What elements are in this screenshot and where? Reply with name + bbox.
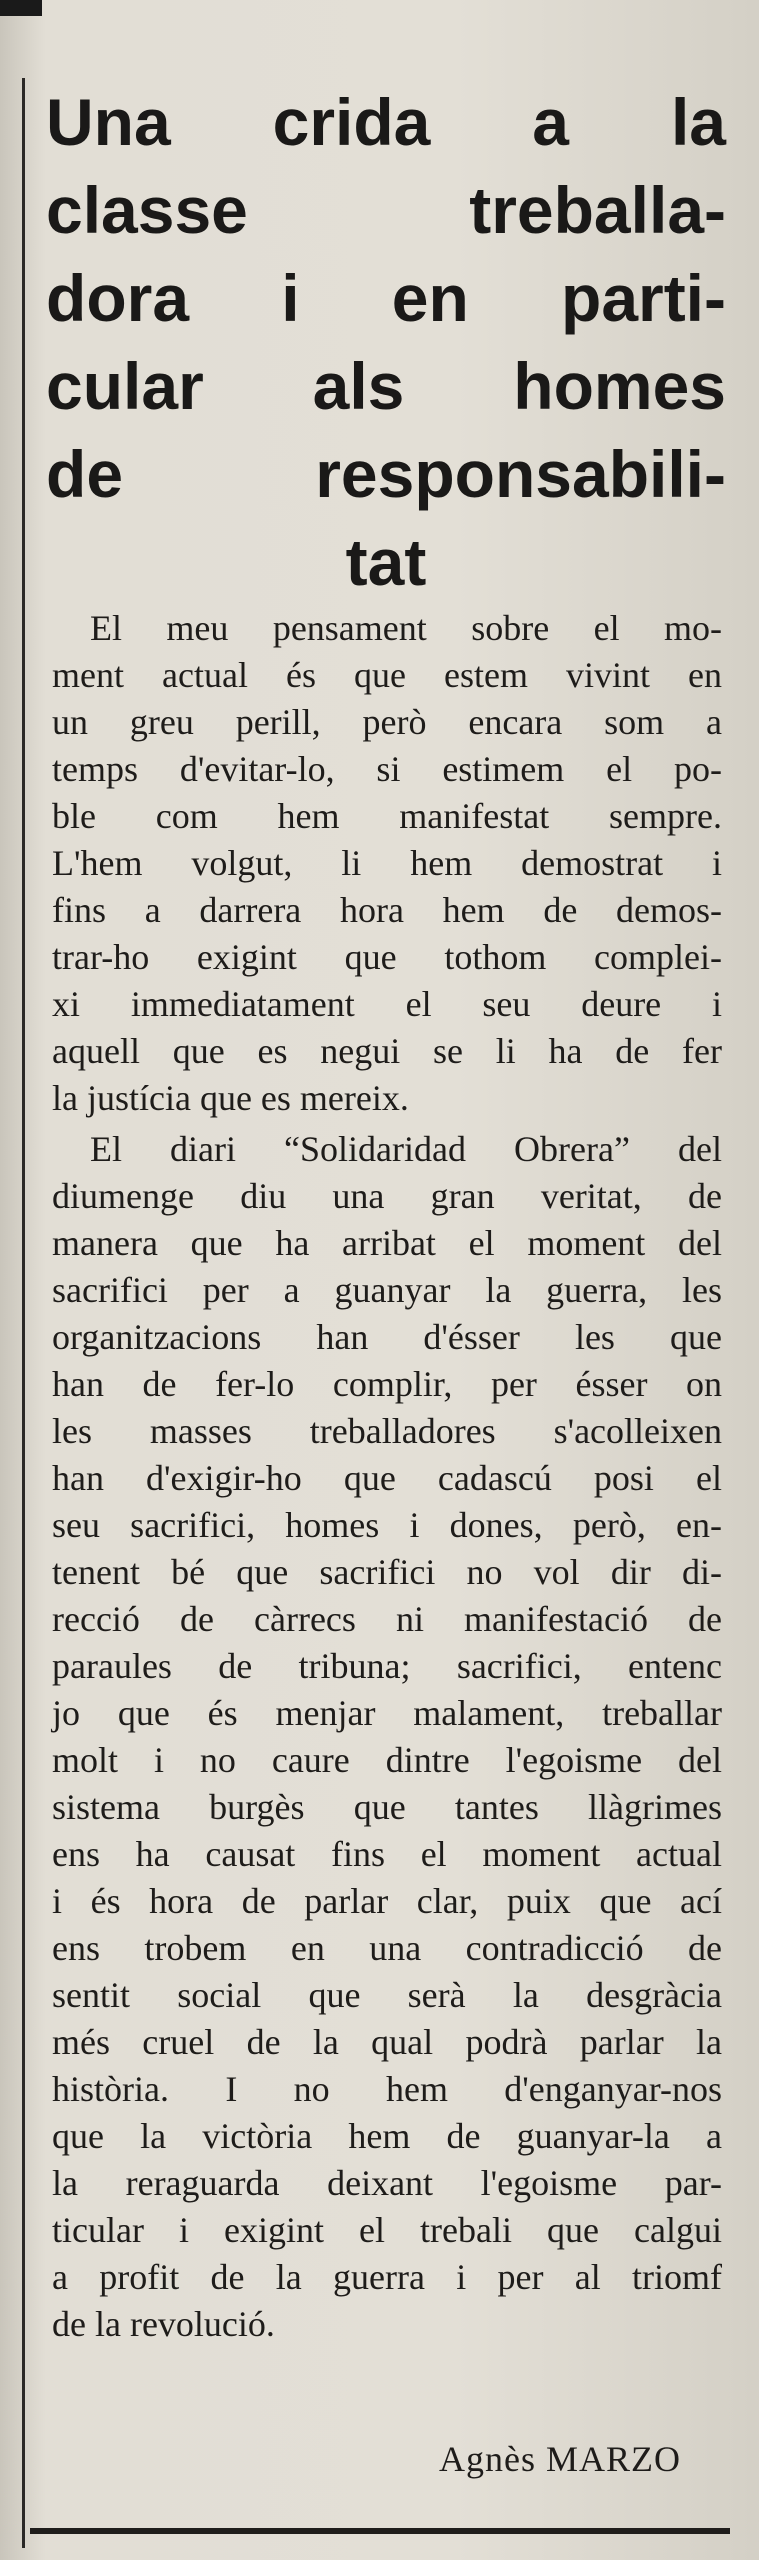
text-line: sacrifici per a guanyar la guerra, les <box>52 1270 722 1310</box>
text-line: L'hem volgut, li hem demostrat i <box>52 843 722 883</box>
text-line: sistema burgès que tantes llàgrimes <box>52 1787 722 1827</box>
text-line: tenent bé que sacrifici no vol dir di- <box>52 1552 722 1592</box>
text-line: les masses treballadores s'acolleixen <box>52 1411 722 1451</box>
author-signature: Agnès MARZO <box>439 2439 681 2479</box>
text-line: un greu perill, però encara som a <box>52 702 722 742</box>
text-line: han d'exigir-ho que cadascú posi el <box>52 1458 722 1498</box>
text-line: aquell que es negui se li ha de fer <box>52 1031 722 1071</box>
paragraph-2 <box>52 1126 722 2348</box>
article-body <box>52 605 722 2348</box>
text-line: ticular i exigint el trebali que calgui <box>52 2210 722 2250</box>
text-line: a profit de la guerra i per al triomf <box>52 2257 722 2297</box>
ink-smudge <box>0 0 42 16</box>
text-line: la justícia que es mereix. <box>52 1078 409 1118</box>
text-line: paraules de tribuna; sacrifici, entenc <box>52 1646 722 1686</box>
text-line: diumenge diu una gran veritat, de <box>52 1176 722 1216</box>
headline-line: classe treballa- <box>46 173 726 247</box>
text-line: temps d'evitar-lo, si estimem el po- <box>52 749 722 789</box>
headline-line: Una crida a la <box>46 85 726 159</box>
text-line: ens trobem en una contradicció de <box>52 1928 722 1968</box>
text-line: fins a darrera hora hem de demos- <box>52 890 722 930</box>
text-line: història. I no hem d'enganyar-nos <box>52 2069 722 2109</box>
text-line: trar-ho exigint que tothom complei- <box>52 937 722 977</box>
article-headline <box>46 78 726 606</box>
text-line: que la victòria hem de guanyar-la a <box>52 2116 722 2156</box>
text-line: jo que és menjar malament, treballar <box>52 1693 722 1733</box>
text-line: sentit social que serà la desgràcia <box>52 1975 722 2015</box>
headline-line: dora i en parti- <box>46 261 726 335</box>
text-line: manera que ha arribat el moment del <box>52 1223 722 1263</box>
text-line: ment actual és que estem vivint en <box>52 655 722 695</box>
text-line: El diari “Solidaridad Obrera” del <box>90 1129 722 1169</box>
text-line: ble com hem manifestat sempre. <box>52 796 722 836</box>
headline-line: cular als homes <box>46 349 726 423</box>
text-line: i és hora de parlar clar, puix que ací <box>52 1881 722 1921</box>
text-line: El meu pensament sobre el mo- <box>90 608 722 648</box>
text-line: organitzacions han d'ésser les que <box>52 1317 722 1357</box>
headline-line: tat <box>345 525 427 599</box>
text-line: recció de càrrecs ni manifestació de <box>52 1599 722 1639</box>
text-line: han de fer-lo complir, per ésser on <box>52 1364 722 1404</box>
headline-line: de responsabili- <box>46 437 726 511</box>
paragraph-1 <box>52 605 722 1122</box>
text-line: molt i no caure dintre l'egoisme del <box>52 1740 722 1780</box>
text-line: la reraguarda deixant l'egoisme par- <box>52 2163 722 2203</box>
column-rule-bottom <box>30 2528 730 2534</box>
text-line: més cruel de la qual podrà parlar la <box>52 2022 722 2062</box>
column-rule-left <box>22 78 25 2548</box>
text-line: de la revolució. <box>52 2304 275 2344</box>
text-line: seu sacrifici, homes i dones, però, en- <box>52 1505 722 1545</box>
text-line: ens ha causat fins el moment actual <box>52 1834 722 1874</box>
text-line: xi immediatament el seu deure i <box>52 984 722 1024</box>
